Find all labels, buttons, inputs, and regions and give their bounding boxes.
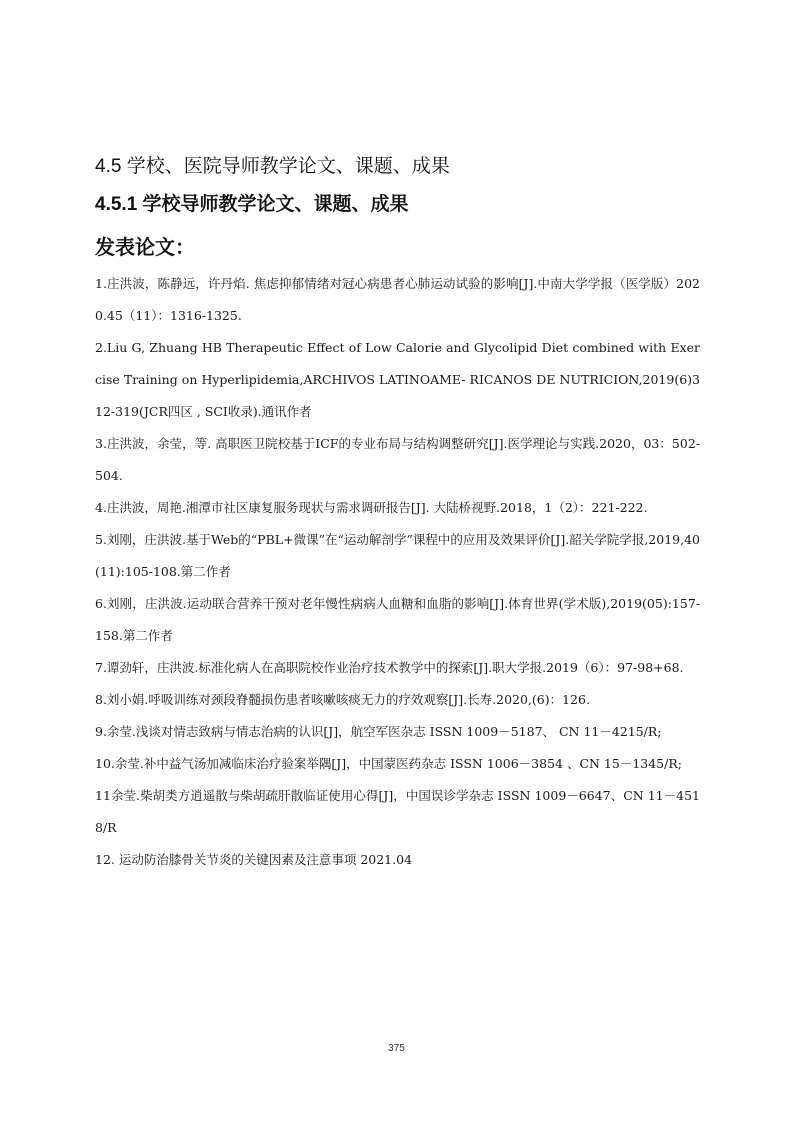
reference-item-10: 10.余莹.补中益气汤加减临床治疗验案举隅[J]，中国蒙医药杂志 ISSN 1006－3854 、CN 15－1345/R; xyxy=(95,756,682,771)
reference-item-2: 2.Liu G, Zhuang HB Therapeutic Effect of Low Calorie and Glycolipid Diet combined with Exercise Training on Hyperlipidemia,ARCHIVOS LATINOAME- RICANOS DE NUTRICION,2019(6)312-319(JCR四区 , SCI收录).通讯作者 xyxy=(95,340,700,419)
reference-item-1: 1.庄洪波，陈静远，许丹焰. 焦虑抑郁情绪对冠心病患者心肺运动试验的影响[J].中南大学学报（医学版）2020.45（11）：1316-1325. xyxy=(95,276,700,323)
subsection-heading: 4.5.1 学校导师教学论文、课题、成果 xyxy=(95,194,409,215)
reference-item-4: 4.庄洪波，周艳.湘潭市社区康复服务现状与需求调研报告[J]. 大陆桥视野.2018，1（2）：221-222. xyxy=(95,500,648,515)
reference-item-11: 11余莹.柴胡类方逍遥散与柴胡疏肝散临证使用心得[J]，中国误诊学杂志 ISSN 1009－6647、CN 11－4518/R xyxy=(95,788,700,835)
reference-item-6: 6.刘刚，庄洪波.运动联合营养干预对老年慢性病病人血糖和血脂的影响[J].体育世界(学术版),2019(05):157-158.第二作者 xyxy=(95,596,700,643)
page-number: 375 xyxy=(388,1043,405,1054)
reference-item-7: 7.谭劲轩，庄洪波.标准化病人在高职院校作业治疗技术教学中的探索[J].职大学报.2019（6）：97-98+68. xyxy=(95,660,684,675)
reference-list xyxy=(95,268,700,876)
publications-heading: 发表论文： xyxy=(95,237,195,259)
reference-item-3: 3.庄洪波，余莹，等. 高职医卫院校基于ICF的专业布局与结构调整研究[J].医学理论与实践.2020，03：502-504. xyxy=(95,436,700,483)
reference-item-12: 12. 运动防治膝骨关节炎的关键因素及注意事项 2021.04 xyxy=(95,852,413,867)
reference-item-5: 5.刘刚，庄洪波.基于Web的“PBL+微课”在“运动解剖学”课程中的应用及效果评价[J].韶关学院学报,2019,40(11):105-108.第二作者 xyxy=(95,532,700,579)
reference-item-9: 9.余莹.浅谈对情志致病与情志治病的认识[J]，航空军医杂志 ISSN 1009－5187、 CN 11－4215/R; xyxy=(95,724,662,739)
section-heading: 4.5 学校、医院导师教学论文、课题、成果 xyxy=(95,156,450,177)
reference-item-8: 8.刘小娟.呼吸训练对颈段脊髓损伤患者咳嗽咳痰无力的疗效观察[J].长寿.2020,(6)：126. xyxy=(95,692,590,707)
